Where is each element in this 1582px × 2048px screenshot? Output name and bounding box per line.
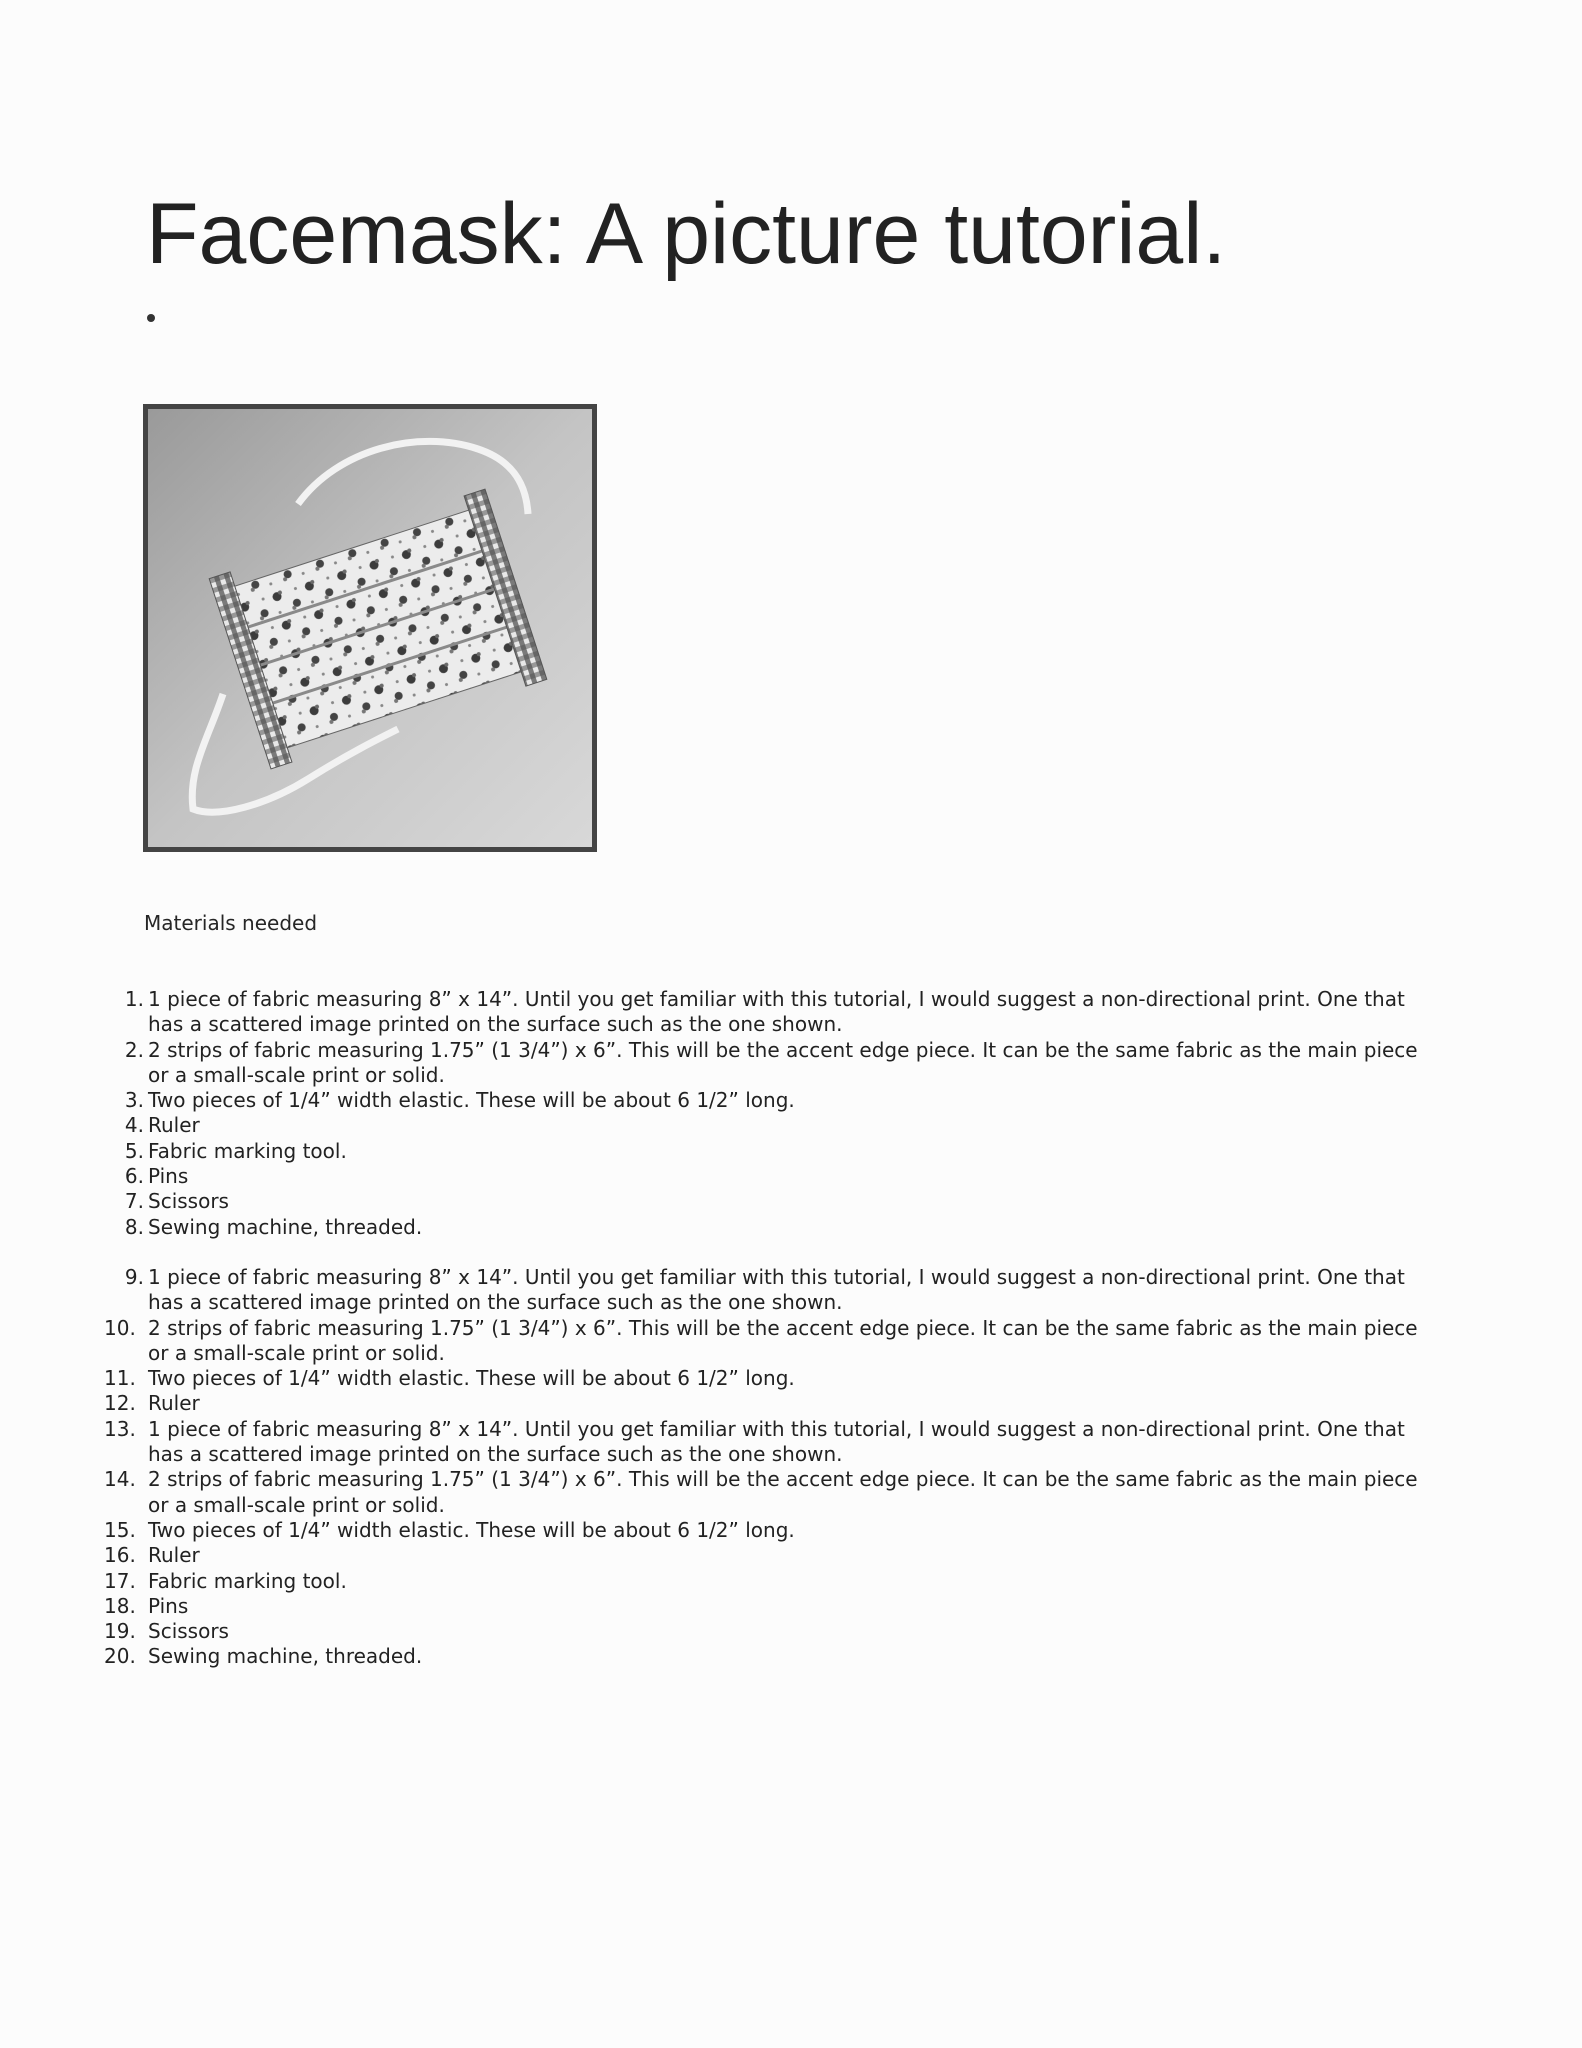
- list-item-number: 11.: [104, 1366, 136, 1391]
- list-item: [104, 1644, 1424, 1669]
- list-item-text: Scissors: [148, 1189, 229, 1214]
- list-item-text: 2 strips of fabric measuring 1.75” (1 3/4”) x 6”. This will be the accent edge piece. It can be the same fabric as the main piece or a small-scale print or solid.: [148, 1467, 1418, 1517]
- list-item: [104, 1139, 1424, 1164]
- list-item: [104, 1467, 1424, 1518]
- list-item: [104, 1215, 1424, 1240]
- list-item-number: 1.: [124, 987, 144, 1011]
- bullet-dot: [147, 314, 155, 322]
- list-item-text: Two pieces of 1/4” width elastic. These will be about 6 1/2” long.: [148, 1366, 795, 1391]
- list-item: [104, 1417, 1424, 1468]
- list-item-number: 4.: [124, 1113, 144, 1138]
- list-item: [104, 1038, 1424, 1089]
- list-item: [104, 1189, 1424, 1214]
- list-item-number: 5.: [124, 1138, 144, 1163]
- list-item-text: Sewing machine, threaded.: [148, 1214, 423, 1239]
- list-item: [104, 1619, 1424, 1644]
- list-item-text: 1 piece of fabric measuring 8” x 14”. Until you get familiar with this tutorial, I would suggest a non-directional print. One that has a scattered image printed on the surface such as the one shown.: [148, 987, 1405, 1037]
- list-item-number: 17.: [104, 1568, 136, 1593]
- list-item: [104, 1518, 1424, 1543]
- list-item-text: Two pieces of 1/4” width elastic. These will be about 6 1/2” long.: [148, 1088, 795, 1113]
- list-item-text: Ruler: [148, 1113, 200, 1138]
- list-item-text: Sewing machine, threaded.: [148, 1644, 423, 1669]
- list-item: [104, 1088, 1424, 1113]
- list-item-text: 2 strips of fabric measuring 1.75” (1 3/4”) x 6”. This will be the accent edge piece. It can be the same fabric as the main piece or a small-scale print or solid.: [148, 1037, 1418, 1087]
- list-item-text: Scissors: [148, 1619, 229, 1644]
- list-item: [104, 1265, 1424, 1316]
- list-item-number: 9.: [124, 1264, 144, 1289]
- list-item-number: 13.: [104, 1416, 136, 1441]
- list-item-number: 18.: [104, 1593, 136, 1618]
- list-item-number: 7.: [124, 1189, 144, 1214]
- list-item-number: 15.: [104, 1517, 136, 1542]
- list-item: [104, 1543, 1424, 1568]
- list-item: [104, 987, 1424, 1038]
- facemask-photo: [143, 404, 597, 852]
- list-item-text: Pins: [148, 1164, 189, 1189]
- list-item: [104, 1366, 1424, 1391]
- list-item-text: 1 piece of fabric measuring 8” x 14”. Until you get familiar with this tutorial, I would suggest a non-directional print. One that has a scattered image printed on the surface such as the one shown.: [148, 1264, 1405, 1315]
- list-item-number: 12.: [104, 1391, 136, 1416]
- list-item: [104, 1316, 1424, 1367]
- list-item-text: Fabric marking tool.: [148, 1138, 347, 1163]
- list-item-number: 2.: [124, 1037, 144, 1062]
- list-item-number: 3.: [124, 1088, 144, 1113]
- list-item: [104, 1391, 1424, 1416]
- page-title: Facemask: A picture tutorial.: [146, 186, 1227, 282]
- list-item: [104, 1164, 1424, 1189]
- materials-list: [104, 987, 1424, 1670]
- list-item-text: Pins: [148, 1593, 189, 1618]
- list-item-text: Fabric marking tool.: [148, 1568, 347, 1593]
- list-item-text: 2 strips of fabric measuring 1.75” (1 3/4”) x 6”. This will be the accent edge piece. It can be the same fabric as the main piece or a small-scale print or solid.: [148, 1315, 1418, 1365]
- facemask-photo-illustration: [148, 409, 592, 847]
- list-item-text: Ruler: [148, 1391, 200, 1416]
- list-item-text: Two pieces of 1/4” width elastic. These will be about 6 1/2” long.: [148, 1517, 795, 1542]
- list-item: [104, 1594, 1424, 1619]
- list-item-text: 1 piece of fabric measuring 8” x 14”. Until you get familiar with this tutorial, I would suggest a non-directional print. One that has a scattered image printed on the surface such as the one shown.: [148, 1416, 1405, 1467]
- list-item-number: 20.: [104, 1644, 136, 1669]
- list-item-number: 14.: [104, 1467, 136, 1492]
- list-item: [104, 1113, 1424, 1138]
- list-item-text: Ruler: [148, 1543, 200, 1568]
- list-item-number: 10.: [104, 1315, 136, 1340]
- list-item-number: 16.: [104, 1543, 136, 1568]
- list-item: [104, 1569, 1424, 1594]
- list-item-number: 6.: [124, 1164, 144, 1189]
- materials-heading: Materials needed: [144, 911, 318, 935]
- list-item-number: 8.: [124, 1214, 144, 1239]
- list-item-number: 19.: [104, 1619, 136, 1644]
